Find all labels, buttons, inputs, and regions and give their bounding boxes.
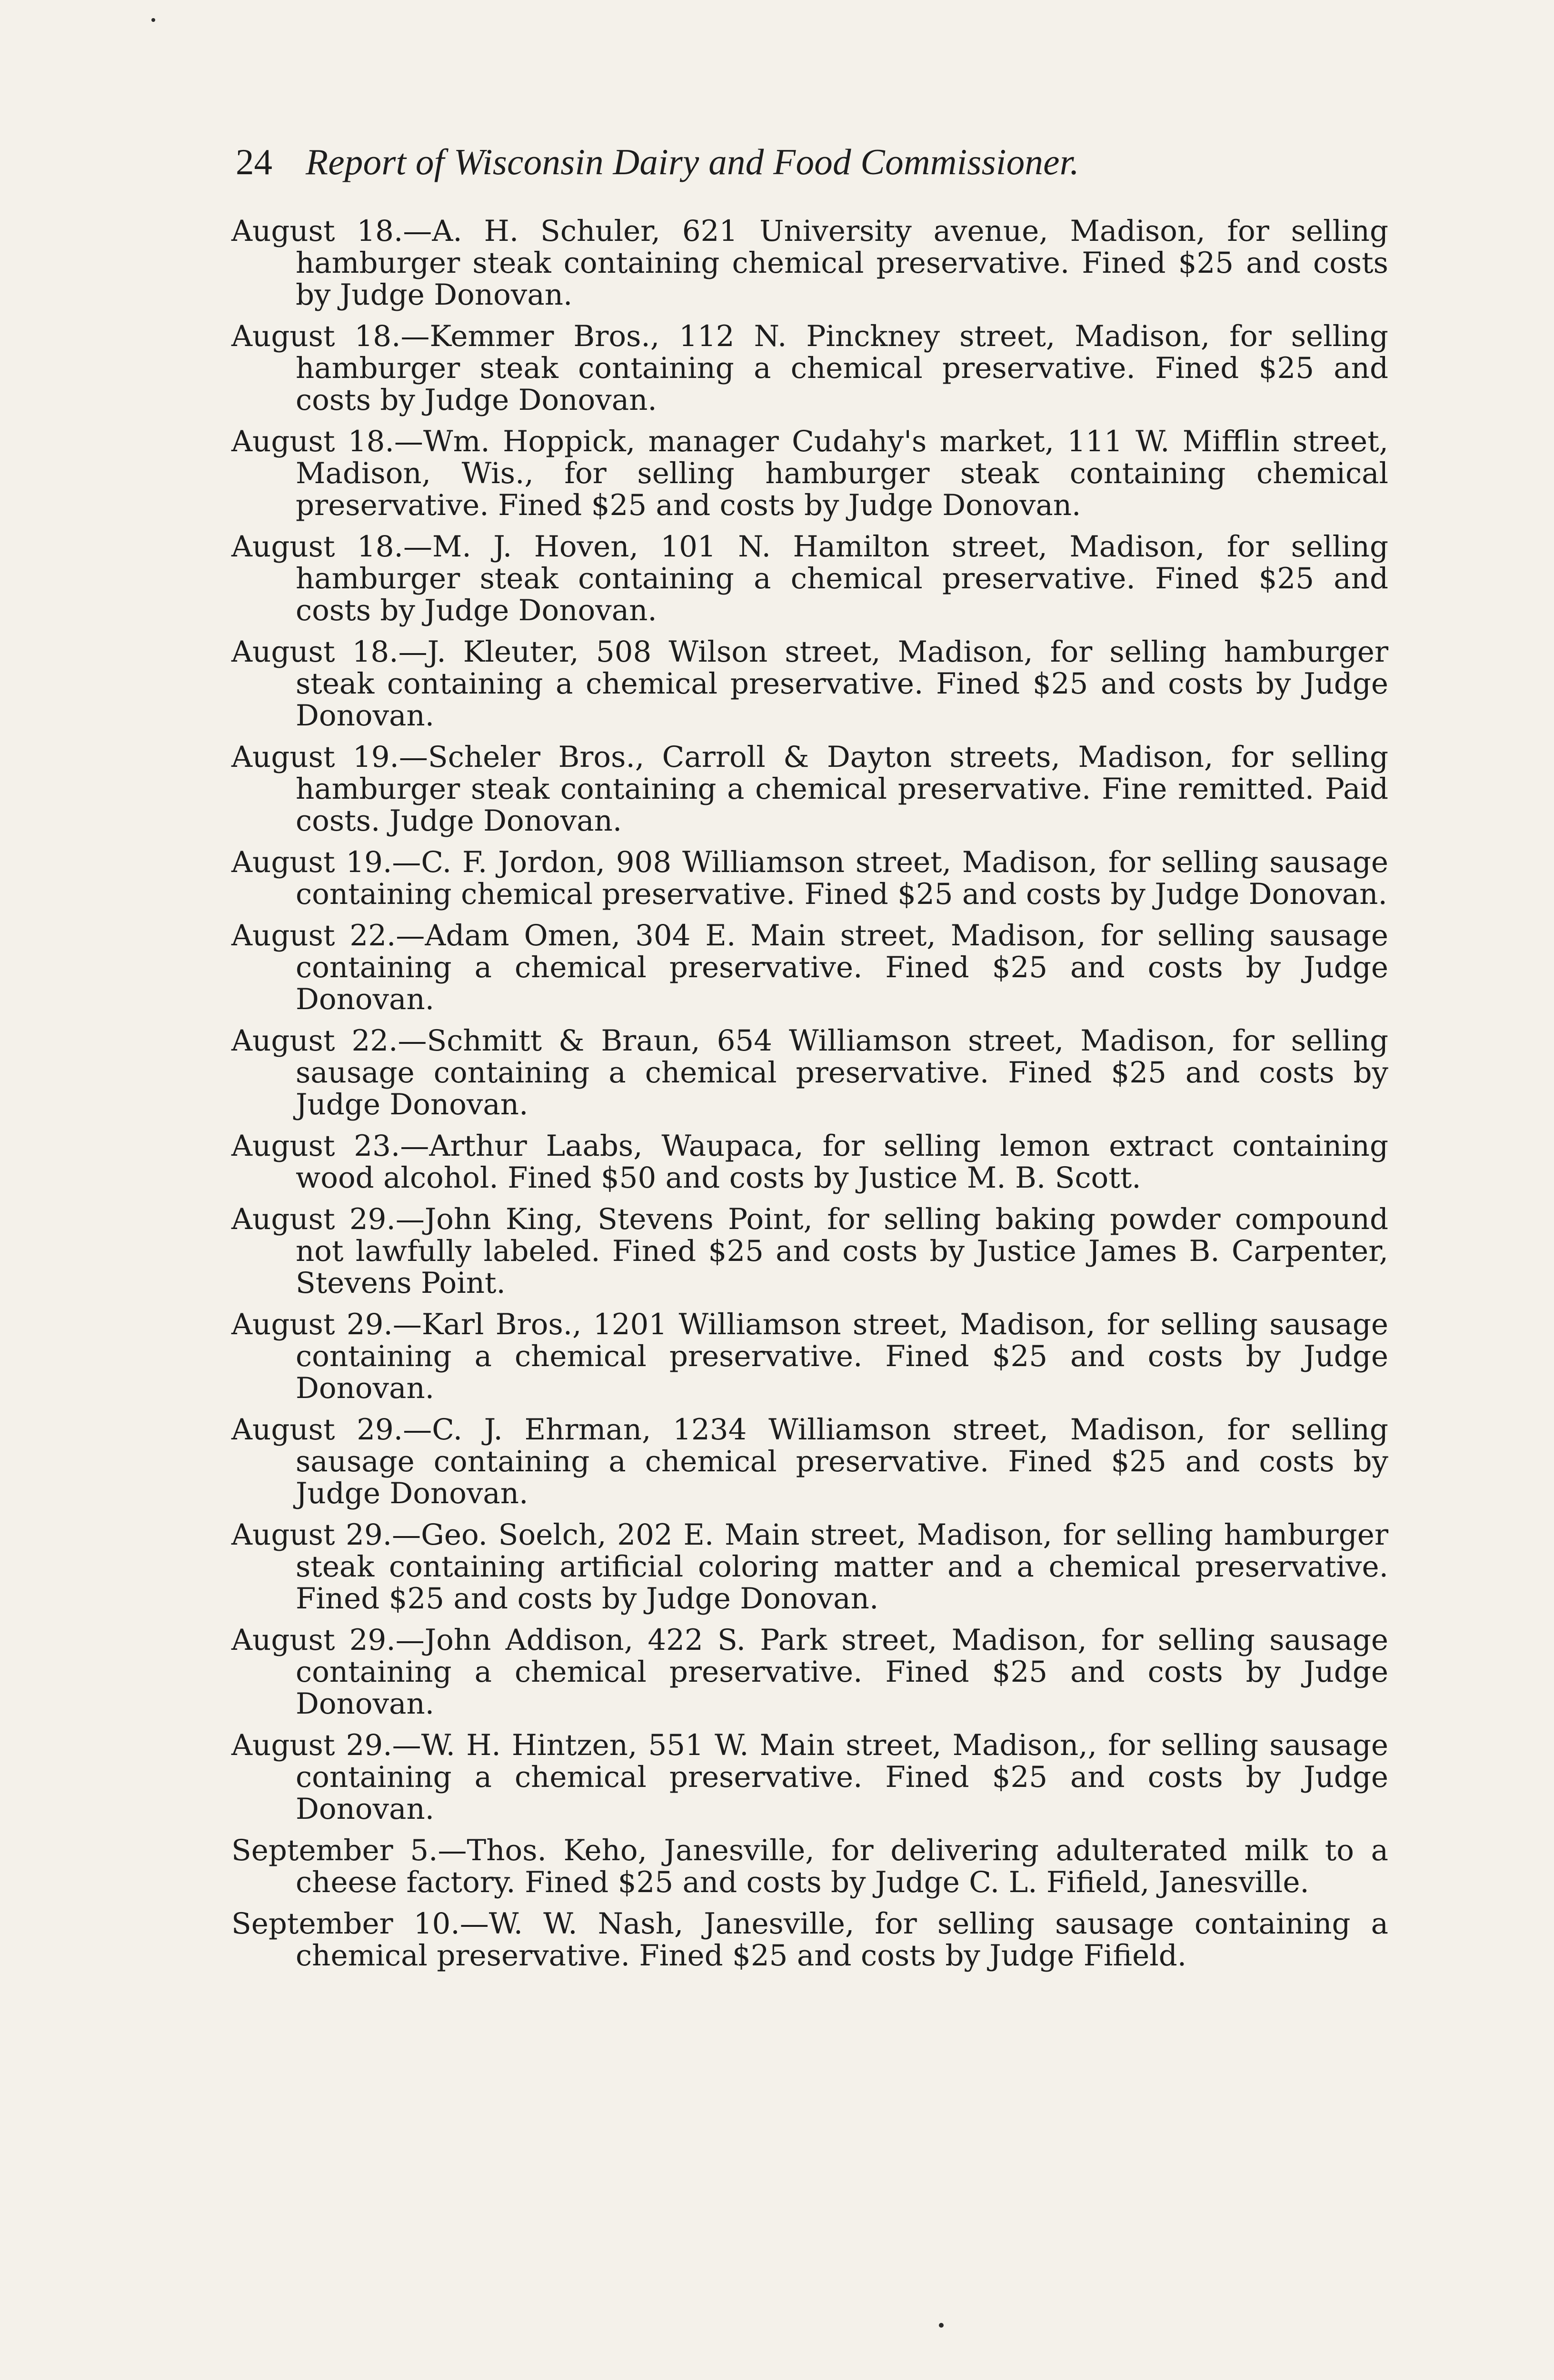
prosecution-entries bbox=[231, 215, 1388, 1981]
entry bbox=[231, 1203, 1388, 1299]
entry-text: —A. H. Schuler, 621 University avenue, Madison, for selling hamburger steak containing chemical preservative. Fined $25 and costs by Judge Donovan. bbox=[296, 214, 1388, 312]
print-speck bbox=[151, 18, 155, 22]
page-number: 24 bbox=[236, 141, 272, 182]
entry bbox=[231, 1729, 1388, 1825]
entry bbox=[231, 846, 1388, 910]
entry-date: August 23. bbox=[231, 1129, 400, 1163]
entry bbox=[231, 1624, 1388, 1720]
entry-text: —C. F. Jordon, 908 Williamson street, Madison, for selling sausage containing chemical preservative. Fined $25 and costs by Judge Donovan. bbox=[296, 845, 1388, 911]
entry bbox=[231, 1835, 1388, 1898]
entry-date: August 19. bbox=[231, 845, 392, 879]
entry bbox=[231, 741, 1388, 837]
entry-date: August 22. bbox=[231, 919, 396, 952]
entry-date: August 18. bbox=[231, 319, 401, 353]
entry-text: —Kemmer Bros., 112 N. Pinckney street, Madison, for selling hamburger steak containing a chemical preservative. Fined $25 and costs by Judge Donovan. bbox=[296, 319, 1388, 417]
entry-text: —Arthur Laabs, Waupaca, for selling lemon extract containing wood alcohol. Fined $50 and costs by Justice M. B. Scott. bbox=[296, 1129, 1388, 1195]
entry-text: —W. H. Hintzen, 551 W. Main street, Madison,, for selling sausage containing a chemical preservative. Fined $25 and costs by Judge Donovan. bbox=[296, 1728, 1388, 1826]
entry bbox=[231, 1519, 1388, 1615]
entry-text: —Karl Bros., 1201 Williamson street, Madison, for selling sausage containing a chemical preservative. Fined $25 and costs by Judge Donovan. bbox=[296, 1308, 1388, 1405]
entry-date: August 18. bbox=[231, 530, 403, 564]
entry-date: August 29. bbox=[231, 1413, 403, 1447]
entry bbox=[231, 215, 1388, 311]
entry bbox=[231, 1908, 1388, 1972]
entry-date: August 22. bbox=[231, 1024, 398, 1058]
entry-text: —Schmitt & Braun, 654 Williamson street, Madison, for selling sausage containing a chemical preservative. Fined $25 and costs by Judge Donovan. bbox=[296, 1024, 1388, 1121]
entry-date: August 19. bbox=[231, 740, 399, 774]
entry-date: September 5. bbox=[231, 1834, 438, 1867]
entry-text: —Scheler Bros., Carroll & Dayton streets, Madison, for selling hamburger steak containing a chemical preservative. Fine remitted. Paid costs. Judge Donovan. bbox=[296, 740, 1388, 838]
entry-date: August 29. bbox=[231, 1518, 392, 1552]
entry-date: August 29. bbox=[231, 1728, 392, 1762]
entry bbox=[231, 320, 1388, 416]
entry-text: —Thos. Keho, Janesville, for delivering adulterated milk to a cheese factory. Fined $25 and costs by Judge C. L. Fifield, Janesville. bbox=[296, 1834, 1388, 1899]
entry-text: —Adam Omen, 304 E. Main street, Madison, for selling sausage containing a chemical preservative. Fined $25 and costs by Judge Donovan. bbox=[296, 919, 1388, 1016]
running-head bbox=[236, 133, 1388, 190]
entry bbox=[231, 531, 1388, 626]
entry bbox=[231, 1130, 1388, 1194]
entry bbox=[231, 636, 1388, 732]
entry-date: August 29. bbox=[231, 1623, 396, 1657]
entry-text: —J. Kleuter, 508 Wilson street, Madison, for selling hamburger steak containing a chemical preservative. Fined $25 and costs by Judge Donovan. bbox=[296, 635, 1388, 733]
entry-date: August 29. bbox=[231, 1308, 393, 1341]
entry bbox=[231, 1025, 1388, 1121]
entry-date: September 10. bbox=[231, 1907, 460, 1941]
entry-date: August 18. bbox=[231, 425, 394, 458]
entry-date: August 29. bbox=[231, 1202, 396, 1236]
entry-text: —C. J. Ehrman, 1234 Williamson street, Madison, for selling sausage containing a chemical preservative. Fined $25 and costs by Judge Donovan. bbox=[296, 1413, 1388, 1510]
entry bbox=[231, 920, 1388, 1015]
entry-date: August 18. bbox=[231, 635, 398, 669]
entry-text: —Geo. Soelch, 202 E. Main street, Madison, for selling hamburger steak containing artificial coloring matter and a chemical preservative. Fined $25 and costs by Judge Donovan. bbox=[296, 1518, 1388, 1616]
entry-text: —Wm. Hoppick, manager Cudahy's market, 111 W. Mifflin street, Madison, Wis., for selling hamburger steak containing chemical preservative. Fined $25 and costs by Judge Donovan. bbox=[296, 425, 1388, 522]
entry-date: August 18. bbox=[231, 214, 403, 248]
running-title: Report of Wisconsin Dairy and Food Commissioner. bbox=[306, 141, 1079, 182]
entry bbox=[231, 1414, 1388, 1509]
print-speck bbox=[939, 2323, 944, 2328]
entry-text: —W. W. Nash, Janesville, for selling sausage containing a chemical preservative. Fined $25 and costs by Judge Fifield. bbox=[296, 1907, 1388, 1973]
entry-text: —John Addison, 422 S. Park street, Madison, for selling sausage containing a chemical preservative. Fined $25 and costs by Judge Donovan. bbox=[296, 1623, 1388, 1721]
entry bbox=[231, 1309, 1388, 1404]
entry-text: —John King, Stevens Point, for selling baking powder compound not lawfully labeled. Fined $25 and costs by Justice James B. Carpenter, Stevens Point. bbox=[296, 1202, 1388, 1300]
entry-text: —M. J. Hoven, 101 N. Hamilton street, Madison, for selling hamburger steak containing a chemical preservative. Fined $25 and costs by Judge Donovan. bbox=[296, 530, 1388, 627]
entry bbox=[231, 426, 1388, 521]
